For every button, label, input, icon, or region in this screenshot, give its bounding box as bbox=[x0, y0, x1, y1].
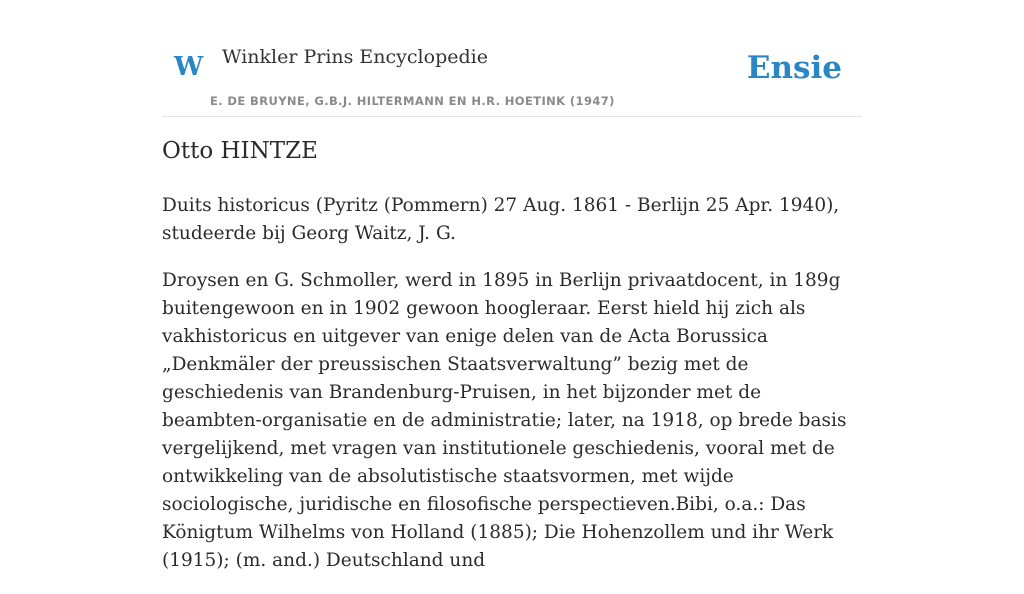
source-header bbox=[162, 0, 862, 117]
article-paragraph: Droysen en G. Schmoller, werd in 1895 in Berlijn privaatdocent, in 189g buitengewoon en in 1902 gewoon hoogleraar. Eerst hield hij zich als vakhistoricus en uitgever van enige delen van de Acta Borussica „Denkmäler der preussischen Staatsverwaltung” bezig met de geschiedenis van Brandenburg-Pruisen, in het bijzonder met de beambten-organisatie en de administratie; later, na 1918, op brede basis vergelijkend, met vragen van institutionele geschiedenis, vooral met de ontwikkeling van de absolutistische staatsvormen, met wijde sociologische, juridische en filosofische perspectieven.Bibi, o.a.: Das Königtum Wilhelms von Holland (1885); Die Hohenzollem und ihr Werk (1915); (m. and.) Deutschland und bbox=[162, 270, 847, 571]
article-paragraph: Duits historicus (Pyritz (Pommern) 27 Aug. 1861 - Berlijn 25 Apr. 1940), studeerde bij Georg Waitz, J. G. bbox=[162, 195, 840, 244]
winkler-prins-logo-icon[interactable]: W bbox=[174, 52, 204, 82]
article-body bbox=[162, 192, 862, 594]
article-title: Otto HINTZE bbox=[162, 138, 318, 164]
source-authors: E. DE BRUYNE, G.B.J. HILTERMANN EN H.R. HOETINK (1947) bbox=[210, 94, 615, 108]
ensie-brand-link[interactable]: Ensie bbox=[746, 50, 842, 86]
source-title[interactable]: Winkler Prins Encyclopedie bbox=[222, 46, 488, 68]
